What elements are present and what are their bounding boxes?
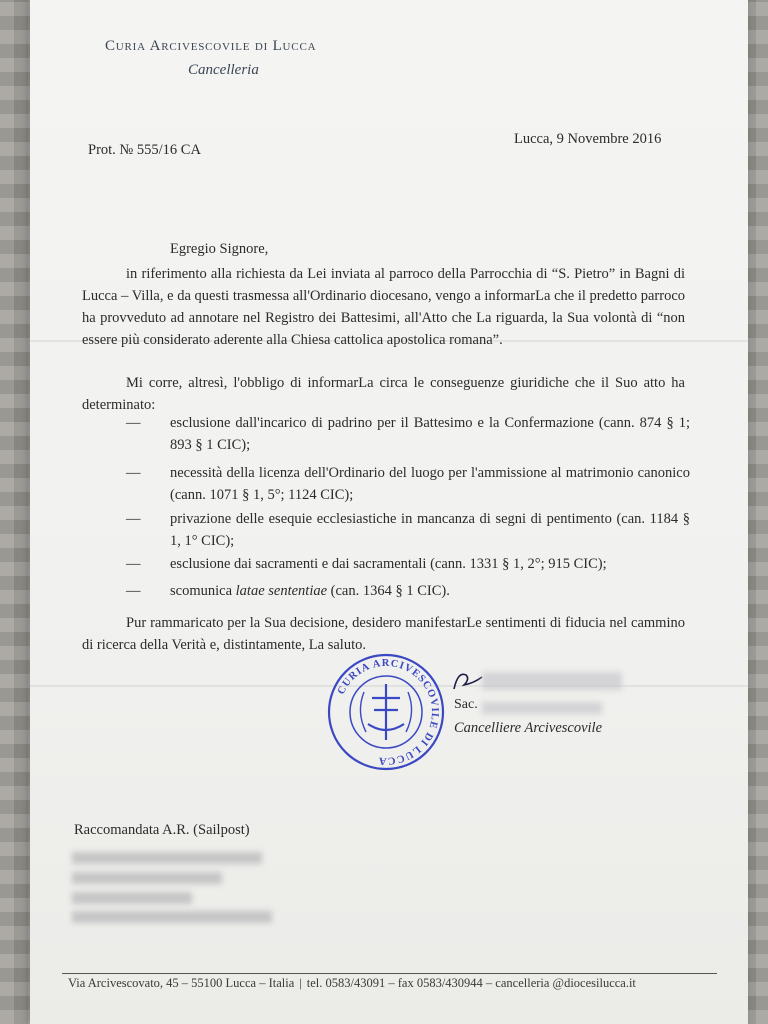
- signature-role: Cancelliere Arcivescovile: [454, 720, 603, 736]
- svg-text:CURIA ARCIVESCOVILE DI LUCCA: [336, 658, 440, 766]
- signature-title: Sac.: [454, 697, 478, 712]
- redacted-name: [482, 702, 602, 714]
- redacted-signature: [482, 672, 622, 690]
- redacted-address-line: [72, 872, 222, 884]
- footer: [68, 976, 636, 991]
- consequence-text: necessità della licenza dell'Ordinario del luogo per l'ammissione al matrimonio canonico (cann. 1071 § 1, 5°; 1124 CIC);: [170, 465, 690, 503]
- paragraph-consequences-intro: [82, 372, 685, 416]
- closing-text: Pur rammaricato per la Sua decisione, desidero manifestarLe sentimenti di fiducia nel cammino di ricerca della Verità e, distintamente, La saluto.: [82, 615, 685, 653]
- delivery-method: Raccomandata A.R. (Sailpost): [74, 822, 250, 838]
- canon-reference: (can. 1364 § 1 CIC).: [327, 583, 450, 599]
- footer-divider: [62, 973, 717, 974]
- consequence-text: esclusione dai sacramenti e dai sacramentali (cann. 1331 § 1, 2°; 915 CIC);: [170, 556, 607, 572]
- redacted-address-line: [72, 852, 262, 864]
- dash-bullet: —: [126, 583, 141, 599]
- dash-bullet: —: [126, 511, 141, 527]
- redacted-address-line: [72, 892, 192, 904]
- archdiocese-stamp: [326, 652, 446, 772]
- paragraph-request: [82, 263, 685, 351]
- paragraph-consequences-text: Mi corre, altresì, l'obbligo di informarLa circa le conseguenze giuridiche che il Suo atto ha determinato:: [82, 375, 685, 413]
- letter-sheet: [30, 0, 748, 1024]
- footer-contacts: tel. 0583/43091 – fax 0583/430944 – cancelleria @diocesilucca.it: [306, 976, 636, 990]
- letterhead-office: Cancelleria: [188, 62, 259, 78]
- paragraph-request-text: in riferimento alla richiesta da Lei inviata al parroco della Parrocchia di “S. Pietro” in Bagni di Lucca – Villa, e da questi trasmessa all'Ordinario diocesano, vengo a informarLa che il predetto parroco ha provveduto ad annotare nel Registro dei Battesimi, all'Atto che La riguarda, la Sua volontà di “non essere più considerato aderente alla Chiesa cattolica apostolica romana”.: [82, 266, 685, 348]
- protocol-number: Prot. № 555/16 CA: [88, 142, 201, 158]
- excommunication-prefix: scomunica: [170, 583, 236, 599]
- letterhead-organization: Curia Arcivescovile di Lucca: [105, 38, 317, 54]
- closing-paragraph: [82, 612, 685, 656]
- stamp-text: CURIA ARCIVESCOVILE DI LUCCA: [335, 657, 441, 767]
- salutation: Egregio Signore,: [170, 241, 269, 257]
- dash-bullet: —: [126, 465, 141, 481]
- footer-separator: |: [299, 976, 302, 990]
- consequence-text: privazione delle esequie ecclesiastiche in mancanza di segni di pentimento (can. 1184 § 1, 1° CIC);: [170, 511, 690, 549]
- consequence-text: esclusione dall'incarico di padrino per il Battesimo e la Confermazione (cann. 874 § 1; 893 § 1 CIC);: [170, 415, 690, 453]
- redacted-address-line: [72, 911, 272, 923]
- latin-term: latae sententiae: [235, 583, 328, 599]
- dash-bullet: —: [126, 556, 141, 572]
- dash-bullet: —: [126, 415, 141, 431]
- footer-address: Via Arcivescovato, 45 – 55100 Lucca – Italia: [68, 976, 295, 990]
- letter-date: Lucca, 9 Novembre 2016: [514, 131, 662, 147]
- consequence-text: [170, 580, 690, 602]
